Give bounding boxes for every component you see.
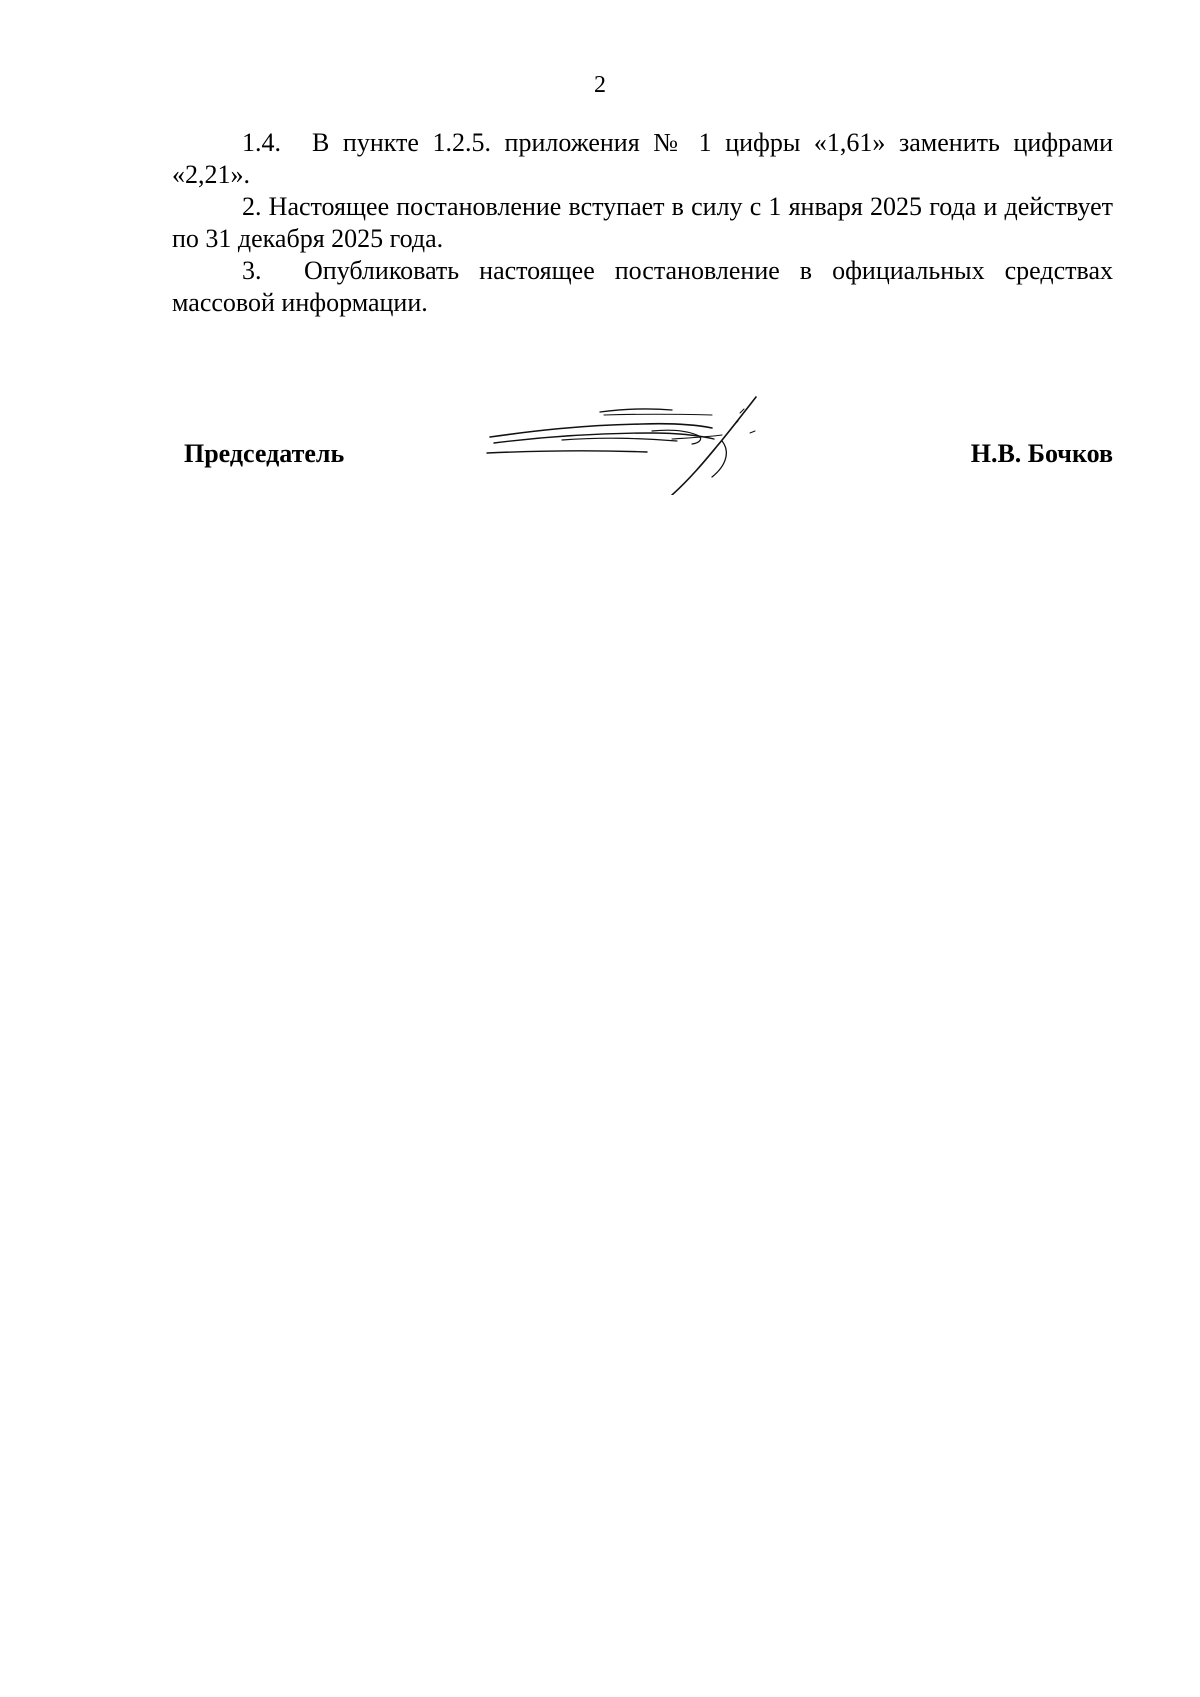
page-number: 2 (594, 72, 606, 98)
paragraph-number: 2. (242, 192, 262, 221)
paragraph-text: В пункте 1.2.5. приложения № 1 цифры «1,61» заменить цифрами «2,21». (172, 128, 1113, 189)
paragraph-number: 1.4. (242, 128, 281, 157)
paragraph-number: 3. (242, 256, 262, 285)
signatory-title: Председатель (184, 439, 345, 468)
paragraph-3 (172, 255, 1113, 319)
paragraph-text: Настоящее постановление вступает в силу с 1 января 2025 года и действует по 31 декабря 2025 года. (172, 192, 1113, 253)
paragraph-1-4 (172, 127, 1113, 191)
handwritten-signature (472, 395, 772, 495)
signatory-name: Н.В. Бочков (970, 439, 1113, 468)
paragraph-text: Опубликовать настоящее постановление в официальных средствах массовой информации. (172, 256, 1113, 317)
paragraph-2 (172, 191, 1113, 255)
signature-block (172, 395, 1113, 505)
document-body (172, 127, 1113, 319)
